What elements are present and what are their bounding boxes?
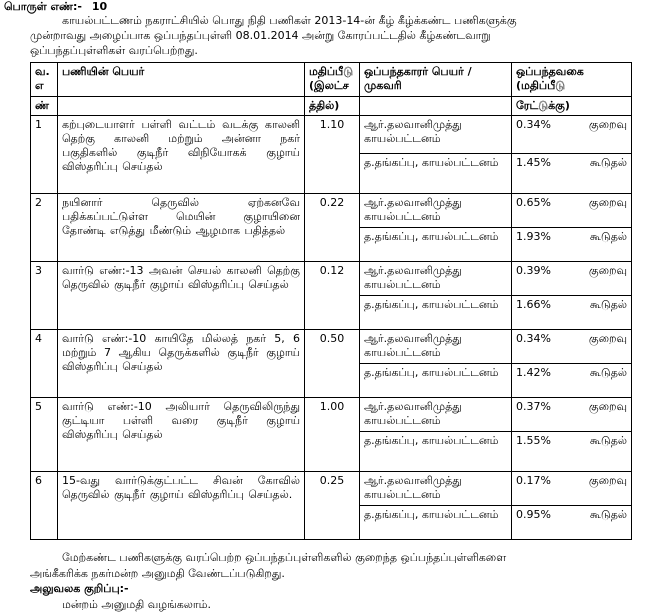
estimate-value: 1.00 <box>305 398 360 472</box>
bid-rate-wrap <box>516 156 627 170</box>
estimate-value: 0.25 <box>305 472 360 540</box>
bid-type: கூடுதல் <box>589 230 627 243</box>
bid-percent: 0.17% <box>516 474 551 487</box>
contractor-name: ஆர்.தலவானிமுத்து காயல்பட்டனம் <box>360 398 512 432</box>
estimate-value: 0.50 <box>305 330 360 398</box>
row-number: 5 <box>31 398 58 472</box>
bid-type: கூடுதல் <box>589 434 627 447</box>
bid-percent: 1.66% <box>516 298 551 311</box>
bid-rate-wrap <box>516 196 627 210</box>
intro-line-3: ஒப்பந்தப்புள்ளிகள் வரப்பெற்றது. <box>30 44 198 57</box>
bid-type: குறைவு <box>588 118 627 131</box>
bid-rate-wrap <box>516 474 627 488</box>
contractor-name: த.தங்கப்பு, காயல்பட்டனம் <box>360 432 512 472</box>
bid-rate <box>512 296 632 330</box>
col-serial-header <box>31 63 58 97</box>
bid-type: கூடுதல் <box>589 298 627 311</box>
contractor-name: ஆர்.தலவானிமுத்து காயல்பட்டனம் <box>360 194 512 228</box>
bid-rate <box>512 116 632 154</box>
bid-percent: 1.42% <box>516 366 551 379</box>
work-description: நயினார் தெருவில் ஏற்கனவே பதிக்கப்பட்டுள்ள மெயின் குழாயினை தோண்டி எடுத்து மீண்டும் ஆழமாக பதித்தல் <box>58 194 305 262</box>
serial-header-cont: ண் <box>31 97 58 116</box>
estimate-header-a: மதிப்பீடு <box>309 65 354 78</box>
bid-rate-wrap <box>516 366 627 380</box>
intro-line-1: காயல்பட்டணம் நகராட்சியில் பொது நிதி பணிகள் 2013-14-ன் கீழ் கீழ்க்கண்ட பணிகளுக்கு <box>62 14 517 27</box>
row-number: 6 <box>31 472 58 540</box>
table-row <box>31 330 632 364</box>
bid-type: கூடுதல் <box>589 508 627 521</box>
bid-type: குறைவு <box>588 264 627 277</box>
work-description: வார்டு எண்:-13 அவன் செயல் காலனி தெற்கு தெருவில் குடிநீர் குழாய் விஸ்தரிப்பு செய்தல் <box>58 262 305 330</box>
bid-type: கூடுதல் <box>589 156 627 169</box>
bid-percent: 1.45% <box>516 156 551 169</box>
conclusion-line-1: மேற்கண்ட பணிகளுக்கு வரப்பெற்ற ஒப்பந்தப்புள்ளிகளில் குறைந்த ஒப்பந்தப்புள்ளிகளை <box>62 551 507 564</box>
row-number: 4 <box>31 330 58 398</box>
bid-type: குறைவு <box>588 196 627 209</box>
bid-percent: 0.34% <box>516 332 551 345</box>
conclusion-line-2: அங்கீகரிக்க நகர்மன்ற அனுமதி வேண்டப்படுகிறது. <box>30 567 285 580</box>
bid-percent: 1.93% <box>516 230 551 243</box>
office-note-label: அலுவலக குறிப்பு:- <box>30 582 129 595</box>
work-description: 15-வது வார்டுக்குட்பட்ட சிவன் கோவில் தெருவில் குடிநீர் குழாய் விஸ்தரிப்பு செய்தல். <box>58 472 305 540</box>
header-row <box>31 63 632 97</box>
contractor-name: ஆர்.தலவானிமுத்து காயல்பட்டனம் <box>360 330 512 364</box>
row-number: 1 <box>31 116 58 194</box>
row-number: 2 <box>31 194 58 262</box>
bid-rate <box>512 364 632 398</box>
contractor-name: த.தங்கப்பு, காயல்பட்டனம் <box>360 364 512 398</box>
contractor-name: ஆர்.தலவானிமுத்து காயல்பட்டனம் <box>360 116 512 154</box>
table-row <box>31 398 632 432</box>
table-row <box>31 194 632 228</box>
bid-rate <box>512 398 632 432</box>
row-number: 3 <box>31 262 58 330</box>
quote-header-a: ஒப்பந்தவகை <box>516 65 584 78</box>
bid-percent: 0.39% <box>516 264 551 277</box>
bid-rate <box>512 228 632 262</box>
subject-number: 10 <box>91 0 108 13</box>
bid-type: குறைவு <box>588 400 627 413</box>
estimate-value: 0.12 <box>305 262 360 330</box>
office-note-text: மன்றம் அனுமதி வழங்கலாம். <box>62 598 211 611</box>
work-description: வார்டு எண்:-10 அலியார் தெருவிலிருந்து குட்டியா பள்ளி வரை குடிநீர் குழாய் விஸ்தரிப்பு செய்தல் <box>58 398 305 472</box>
contractor-name: த.தங்கப்பு, காயல்பட்டனம் <box>360 506 512 540</box>
table-row <box>31 116 632 154</box>
bid-type: குறைவு <box>588 332 627 345</box>
intro-line-2: முன்றாவது அழைப்பாக ஒப்பந்தப்புள்ளி 08.01.2014 அன்று கோரப்பட்டதில் கீழ்கண்டவாறு <box>30 29 491 42</box>
bid-rate-wrap <box>516 298 627 312</box>
contractor-name: ஆர்.தலவானிமுத்து காயல்பட்டனம் <box>360 262 512 296</box>
col-work-header: பணியின் பெயர் <box>58 63 305 97</box>
bid-rate-wrap <box>516 332 627 346</box>
table-row <box>31 472 632 506</box>
estimate-header-cont: த்தில்) <box>305 97 360 116</box>
header-row-2 <box>31 97 632 116</box>
bid-percent: 0.37% <box>516 400 551 413</box>
bid-rate <box>512 262 632 296</box>
bid-rate-wrap <box>516 230 627 244</box>
quote-header-cont: ரேட்டுக்கு) <box>512 97 632 116</box>
serial-header-b: எ <box>35 79 44 92</box>
contractor-name: த.தங்கப்பு, காயல்பட்டனம் <box>360 228 512 262</box>
col-contractor-header: ஒப்பந்தகாரர் பெயர் / முகவரி <box>360 63 512 97</box>
bid-rate <box>512 330 632 364</box>
bid-percent: 1.55% <box>516 434 551 447</box>
work-description: வார்டு எண்:-10 காயிதே மில்லத் நகர் 5, 6 மற்றும் 7 ஆகிய தெருக்களில் குடிநீர் குழாய் விஸ்தரிப்பு செய்தல் <box>58 330 305 398</box>
bid-type: குறைவு <box>588 474 627 487</box>
quote-header-b: (மதிப்பீடு <box>516 79 566 92</box>
bid-percent: 0.95% <box>516 508 551 521</box>
estimate-header-b: (இலட்ச <box>309 79 349 92</box>
bid-percent: 0.34% <box>516 118 551 131</box>
bid-rate <box>512 472 632 506</box>
bid-rate <box>512 432 632 472</box>
bid-rate-wrap <box>516 400 627 414</box>
bid-rate <box>512 154 632 194</box>
col-estimate-header <box>305 63 360 97</box>
tender-table <box>30 62 632 540</box>
bid-type: கூடுதல் <box>589 366 627 379</box>
serial-header-a: வ. <box>35 65 50 78</box>
contractor-name: த.தங்கப்பு, காயல்பட்டனம் <box>360 154 512 194</box>
estimate-value: 1.10 <box>305 116 360 194</box>
estimate-value: 0.22 <box>305 194 360 262</box>
bid-percent: 0.65% <box>516 196 551 209</box>
subject-label: பொருள் எண்:- <box>4 0 82 13</box>
bid-rate <box>512 194 632 228</box>
table-row <box>31 262 632 296</box>
bid-rate-wrap <box>516 264 627 278</box>
col-quote-header <box>512 63 632 97</box>
bid-rate-wrap <box>516 434 627 448</box>
contractor-name: ஆர்.தலவானிமுத்து காயல்பட்டனம் <box>360 472 512 506</box>
bid-rate-wrap <box>516 118 627 132</box>
bid-rate-wrap <box>516 508 627 522</box>
subject-line <box>4 0 107 15</box>
bid-rate <box>512 506 632 540</box>
contractor-name: த.தங்கப்பு, காயல்பட்டனம் <box>360 296 512 330</box>
work-description: கற்புடையாளர் பள்ளி வட்டம் வடக்கு காலனி தெற்கு காலனி மற்றும் அன்னா நகர் பகுதிகளில் குடிநீர் விநியோகக் குழாய் விஸ்தரிப்பு செய்தல் <box>58 116 305 194</box>
